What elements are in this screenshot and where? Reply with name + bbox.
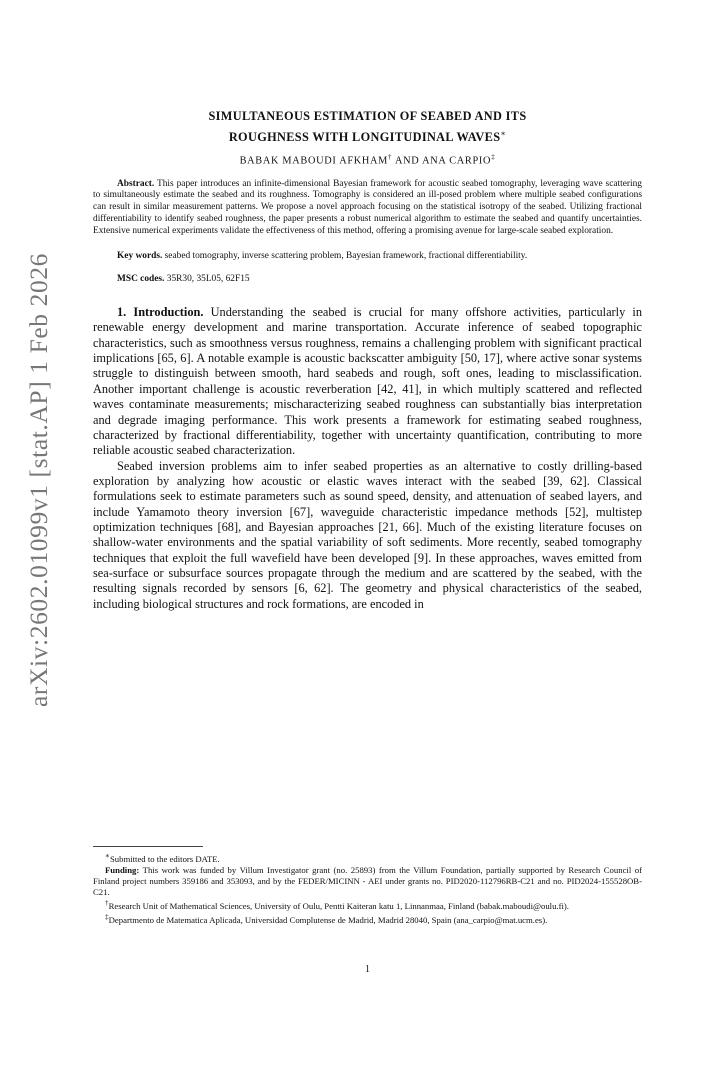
footnote-4-text: Departmento de Matematica Aplicada, Universidad Complutense de Madrid, Madrid 28040, Spain (ana_carpio@mat.ucm.es). (108, 914, 548, 925)
msc-codes (93, 274, 642, 286)
abstract-text: This paper introduces an infinite-dimensional Bayesian framework for acoustic seabed tomography, leveraging wave scattering to simultaneously estimate the seabed and its roughness. Tomography is considered an ill-posed problem where multiple seabed configurations can result in similar measurement patterns. We propose a novel approach focusing on the statistical isotropy of the seabed. Utilizing fractional differentiability to identify seabed roughness, the paper presents a robust numerical algorithm to estimate the seabed and quantify uncertainties. Extensive numerical experiments validate the effectiveness of this method, offering a promising avenue for large-scale seabed exploration. (93, 178, 642, 236)
intro-paragraph-2: Seabed inversion problems aim to infer seabed properties as an alternative to costly drilling-based exploration by analyzing how acoustic or elastic waves interact with the seabed [39, 62]. Classical formulations seek to estimate parameters such as sound speed, density, and attenuation of seabed layers, and include Yamamoto theory inversion [67], waveguide characteristic impedance methods [52], multistep optimization techniques [68], and Bayesian approaches [21, 66]. Much of the existing literature focuses on shallow-water environments and the spatial variability of soft sediments. More recently, seabed tomography techniques that exploit the full wavefield have been developed [9]. In these approaches, waves emitted from sea-surface or subsurface sources propagate through the medium and are scattered by the seabed, with the resulting signals recorded by sensors [6, 62]. The geometry and physical characteristics of the seabed, including biological structures and rock formations, are encoded in (93, 458, 642, 611)
footnote-affiliation-1 (93, 898, 642, 912)
author-2-mark: ‡ (491, 153, 496, 162)
paper-page (93, 108, 642, 975)
author-1-mark: † (388, 153, 393, 162)
author-and: AND (394, 155, 420, 167)
section-heading: 1. Introduction. (117, 305, 204, 320)
paper-title (93, 108, 642, 146)
author-2: ANA CARPIO (422, 155, 492, 167)
intro-paragraph-1 (93, 305, 642, 458)
keywords-label: Key words. (117, 250, 163, 261)
funding-label: Funding: (105, 864, 140, 875)
footnote-3-mark: † (105, 898, 109, 907)
page-number: 1 (365, 964, 370, 975)
footnote-funding (93, 865, 642, 898)
arxiv-identifier: arXiv:2602.01099v1 [stat.AP] 1 Feb 2026 (24, 252, 53, 708)
footnote-3-text: Research Unit of Mathematical Sciences, University of Oulu, Pentti Kaiteran katu 1, Linnanmaa, Finland (babak.maboudi@oulu.fi). (108, 900, 569, 911)
footnote-1-text: Submitted to the editors DATE. (109, 853, 220, 864)
title-line-2: ROUGHNESS WITH LONGITUDINAL WAVES (228, 130, 501, 145)
title-footnote-mark: ∗ (500, 129, 507, 138)
funding-text: This work was funded by Villum Investigator grant (no. 25893) from the Villum Foundation, partially supported by Research Council of Finland project numbers 359186 and 353093, and by the FEDER/MICINN - AEI under grants no. PID2020-112796RB-C21 and no. PID2024-155528OB-C21. (93, 864, 642, 897)
abstract-label: Abstract. (117, 178, 155, 189)
footnote-4-mark: ‡ (105, 912, 109, 921)
footnote-affiliation-2 (93, 912, 642, 926)
footnote-rule (93, 846, 203, 847)
intro-paragraph-1-text: Understanding the seabed is crucial for many offshore activities, particularly in renewable energy development and marine transportation. Accurate inference of seabed topographic characteristics, such as smoothness versus roughness, remains a challenging problem with significant practical implications [65, 6]. A notable example is acoustic backscatter ambiguity [50, 17], where active sonar systems struggle to distinguish between smooth, hard seabeds and rough, soft ones, leading to misclassification. Another important challenge is acoustic reverberation [42, 41], in which multiply scattered and reflected waves contaminate measurements; mischaracterizing seabed roughness can substantially bias interpretation and degrade imaging performance. This work presents a framework for estimating seabed roughness, characterized by fractional differentiability, together with uncertainty quantification, contributing to more reliable acoustic seabed characterization. (93, 305, 642, 458)
footnote-1-mark: ∗ (105, 852, 110, 860)
msc-text: 35R30, 35L05, 62F15 (166, 274, 250, 285)
title-line-1: SIMULTANEOUS ESTIMATION OF SEABED AND ITS (208, 109, 527, 123)
footnotes (93, 846, 642, 926)
author-line (93, 153, 642, 166)
introduction-section (93, 305, 642, 612)
author-1: BABAK MABOUDI AFKHAM (239, 155, 389, 167)
abstract (93, 179, 642, 238)
keywords (93, 251, 642, 263)
msc-label: MSC codes. (117, 274, 165, 285)
arxiv-sidebar-stamp (21, 250, 57, 710)
footnote-submitted (93, 851, 642, 865)
keywords-text: seabed tomography, inverse scattering problem, Bayesian framework, fractional differentiability. (164, 250, 528, 261)
